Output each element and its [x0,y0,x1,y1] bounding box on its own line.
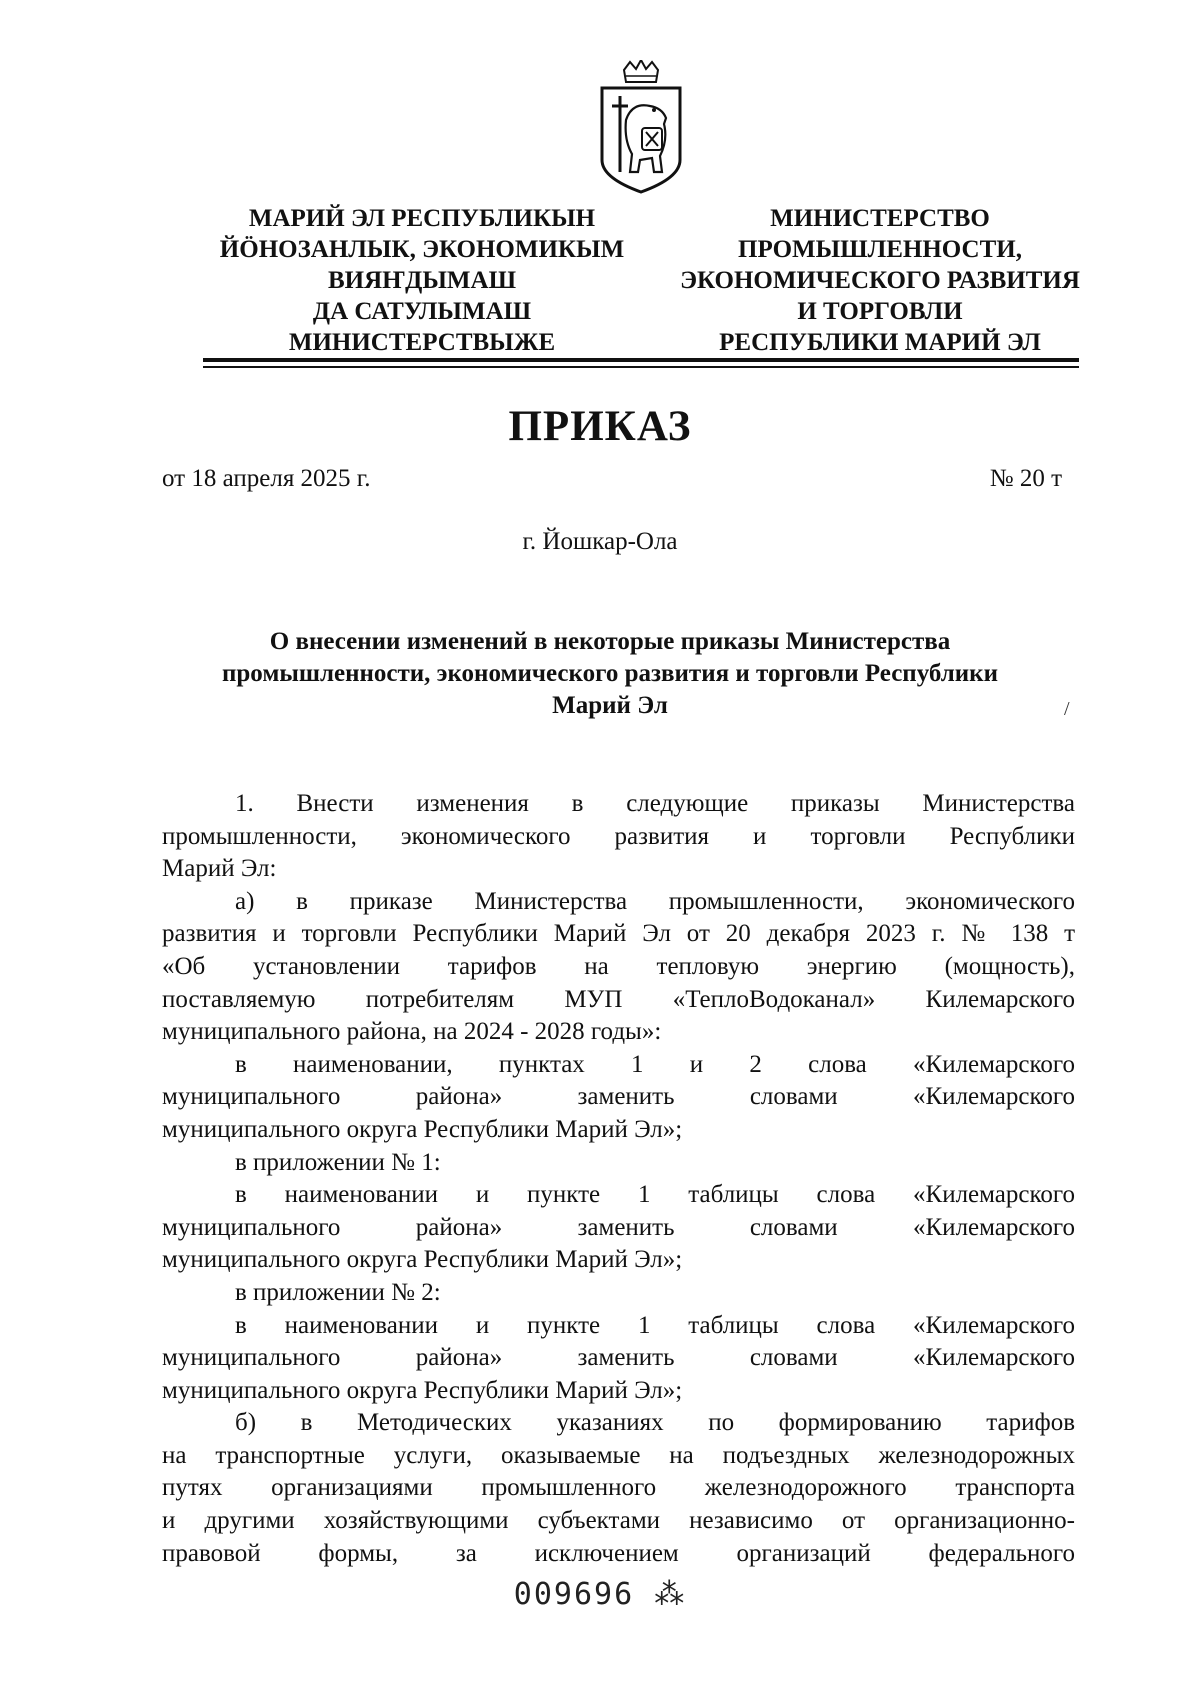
header-right-line: ЭКОНОМИЧЕСКОГО РАЗВИТИЯ [680,267,1080,294]
document-number: № 20 т [989,465,1062,492]
header-left-line: МАРИЙ ЭЛ РЕСПУБЛИКЫН [248,205,596,232]
subject-line: Марий Эл [552,692,668,719]
header-left-line: ДА САТУЛЫМАШ [312,298,532,325]
document-title: ПРИКАЗ [508,403,692,450]
header-right-line: ПРОМЫШЛЕННОСТИ, [738,236,1022,263]
header-left-line: ЙӦНОЗАНЛЫК, ЭКОНОМИКЫМ [219,236,625,263]
body-line: а) в приказе Министерства промышленности, экономического [235,887,1075,915]
body-line: муниципального района, на 2024 - 2028 годы»: [162,1018,662,1046]
header-divider-thin [203,366,1079,368]
body-line: муниципального округа Республики Марий Эл»; [162,1115,683,1143]
document-date: от 18 апреля 2025 г. [162,465,371,492]
body-line: муниципального округа Республики Марий Эл»; [162,1376,683,1404]
body-line: в наименовании и пункте 1 таблицы слова «Килемарского [235,1311,1075,1339]
header-left-mari [182,203,662,358]
header-divider-thick [203,358,1079,362]
body-line: в наименовании, пунктах 1 и 2 слова «Килемарского [235,1050,1075,1078]
header-right-line: И ТОРГОВЛИ [797,298,963,325]
body-line: правовой формы, за исключением организаций федерального [162,1539,1075,1567]
subject-line: промышленности, экономического развития и торговли Республики [221,660,998,687]
header-left-line: ВИЯҤДЫМАШ [327,267,517,294]
body-line: и другими хозяйствующими субъектами независимо от организационно- [162,1507,1075,1535]
subject-line: О внесении изменений в некоторые приказы Министерства [269,628,951,655]
form-serial-number: 009696 ⁂ [513,1577,687,1612]
header-right-line: РЕСПУБЛИКИ МАРИЙ ЭЛ [719,329,1041,356]
body-line: б) в Методических указаниях по формированию тарифов [235,1409,1075,1437]
document-city: г. Йошкар-Ола [522,528,678,555]
body-line: Марий Эл: [162,855,277,883]
body-line: поставляемую потребителям МУП «ТеплоВодоканал» Килемарского [162,985,1075,1013]
body-line: муниципального района» заменить словами «Килемарского [162,1083,1075,1111]
document-subject [160,626,1060,722]
body-line: в приложении № 1: [235,1148,441,1176]
body-line: муниципального района» заменить словами «Килемарского [162,1344,1075,1372]
coat-of-arms-emblem [596,60,686,200]
header-right-russian [660,203,1100,358]
body-line: «Об установлении тарифов на тепловую энергию (мощность), [162,952,1075,980]
body-line: развития и торговли Республики Марий Эл от 20 декабря 2023 г. № 138 т [162,920,1075,948]
margin-mark: / [1064,698,1070,720]
header-left-line: МИНИСТЕРСТВЫЖЕ [288,329,556,356]
header-right-line: МИНИСТЕРСТВО [770,205,990,232]
document-body [162,788,1075,1570]
body-line: 1. Внести изменения в следующие приказы Министерства [235,790,1075,817]
body-line: путях организациями промышленного железнодорожного транспорта [162,1474,1075,1502]
body-line: промышленности, экономического развития и торговли Республики [162,822,1075,850]
body-line: в наименовании и пункте 1 таблицы слова «Килемарского [235,1181,1075,1209]
body-line: в приложении № 2: [235,1278,441,1306]
body-line: муниципального округа Республики Марий Эл»; [162,1246,683,1274]
body-line: на транспортные услуги, оказываемые на подъездных железнодорожных [162,1441,1075,1469]
body-line: муниципального района» заменить словами «Килемарского [162,1213,1075,1241]
